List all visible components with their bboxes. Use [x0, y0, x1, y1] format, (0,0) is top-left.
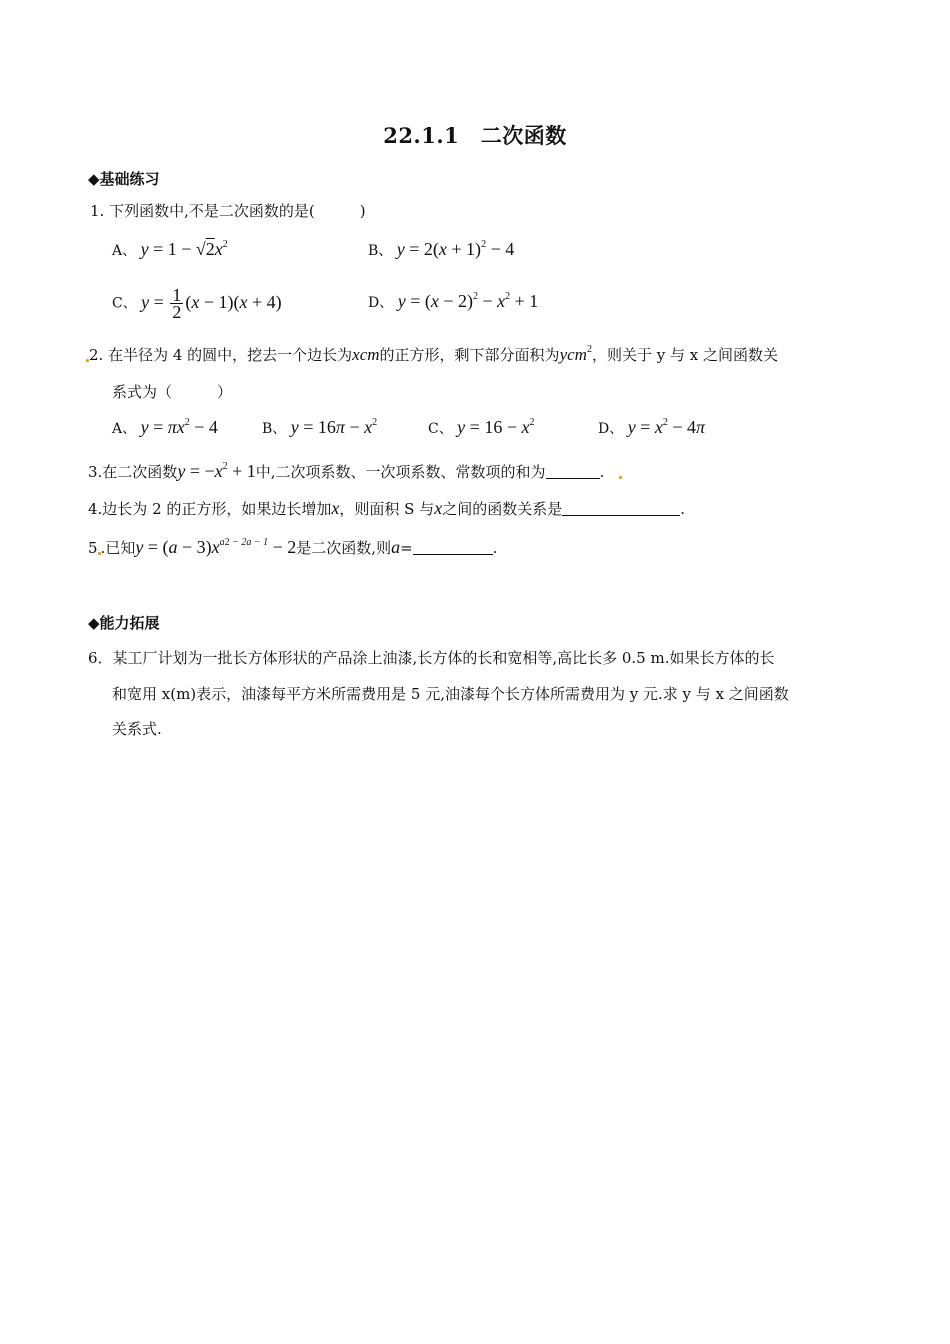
question-text: 中,二次项系数、一次项系数、常数项的和为 — [255, 463, 546, 481]
option-label: A、 — [112, 421, 137, 437]
question-text: 3.在二次函数 — [88, 463, 178, 481]
formula: $y = \pi x^2 - 4$ — [140, 417, 218, 437]
question-text: 4.边长为 2 的正方形，如果边长增加 — [88, 500, 332, 518]
mark-dot — [619, 476, 622, 479]
section-heading-basic: ◆基础练习 — [88, 170, 160, 188]
formula: $y = x^2 - 4\pi$ — [627, 417, 706, 437]
question-text: .已知 — [100, 539, 136, 557]
option-label: C、 — [112, 295, 137, 312]
question-5 — [88, 536, 497, 559]
question-number: 2 — [89, 346, 99, 364]
question-text: . — [599, 463, 605, 481]
question-text: . — [680, 500, 686, 518]
formula: y = $\frac{1}{2}$ (x − 1)(x + 4) — [141, 285, 282, 322]
formula: $y = 2(x + 1)^2 - 4$ — [396, 239, 515, 259]
formula-x: x — [331, 498, 340, 518]
question-text: 是二次函数,则 — [296, 539, 392, 557]
question-4 — [88, 497, 685, 520]
question-2-option-c — [428, 416, 534, 440]
question-1-stem: 1. 下列函数中,不是二次函数的是( ) — [90, 202, 366, 220]
question-text: 的正方形，剩下部分面积为 — [379, 346, 560, 364]
question-2-option-b — [262, 416, 377, 440]
formula-xcm: xcm — [352, 345, 380, 364]
question-2-line-1: 2. 在半径为 4 的圆中，挖去一个边长为xcm的正方形，剩下部分面积为ycm$^2$，则关于 y 与 x 之间函数关 — [86, 344, 778, 366]
question-6-line-2: 和宽用 x(m)表示，油漆每平方米所需费用是 5 元,油漆每个长方体所需费用为 y 元.求 y 与 x 之间函数 — [112, 685, 789, 703]
question-3 — [88, 460, 622, 483]
formula-ycm: ycm — [559, 345, 587, 364]
question-6-line-3: 关系式. — [112, 720, 162, 738]
option-label: D、 — [598, 421, 624, 437]
formula: $y = (x - 2)^2 - x^2 + 1$ — [397, 291, 539, 311]
page-title: 22.1.1 二次函数 — [383, 123, 567, 148]
answer-blank[interactable] — [413, 539, 493, 555]
option-label: A、 — [112, 243, 137, 259]
question-2-line-2: 系式为（ ） — [112, 383, 233, 401]
formula: $y = 16 - x^2$ — [457, 417, 535, 437]
question-1-option-d — [368, 290, 538, 314]
question-text: 之间的函数关系是 — [442, 500, 563, 518]
question-text: . — [492, 539, 498, 557]
formula: $y = 1 - √2x^2$ — [140, 239, 228, 259]
question-2-option-a — [112, 416, 218, 440]
question-1-option-b — [368, 238, 514, 262]
question-1-option-c — [112, 287, 282, 320]
question-text: ，则面积 S 与 — [339, 500, 435, 518]
option-label: B、 — [368, 243, 393, 259]
question-text: . 在半径为 4 的圆中，挖去一个边长为 — [98, 346, 353, 364]
formula-a: a — [391, 537, 401, 557]
answer-blank[interactable] — [546, 463, 600, 479]
question-6-line-1: 6．某工厂计划为一批长方体形状的产品涂上油漆,长方体的长和宽相等,高比长多 0.5 m.如果长方体的长 — [88, 649, 775, 667]
section-heading-extension: ◆能力拓展 — [88, 614, 160, 632]
formula: $y = 16\pi - x^2$ — [290, 417, 378, 437]
formula: $y = (a - 3)x^{a2 - 2a - 1} - 2$ — [135, 537, 297, 557]
option-label: D、 — [368, 295, 394, 311]
formula-x: x — [434, 498, 443, 518]
question-2-option-d — [598, 416, 705, 440]
formula: $y = -x^2 + 1$ — [177, 461, 256, 481]
answer-blank[interactable] — [562, 500, 680, 516]
question-1-option-a — [112, 238, 228, 262]
question-text: ，则关于 y 与 x 之间函数关 — [591, 346, 778, 364]
question-number: 5 — [88, 539, 98, 557]
option-label: C、 — [428, 421, 453, 437]
question-text: = — [400, 539, 413, 557]
option-label: B、 — [262, 421, 287, 437]
